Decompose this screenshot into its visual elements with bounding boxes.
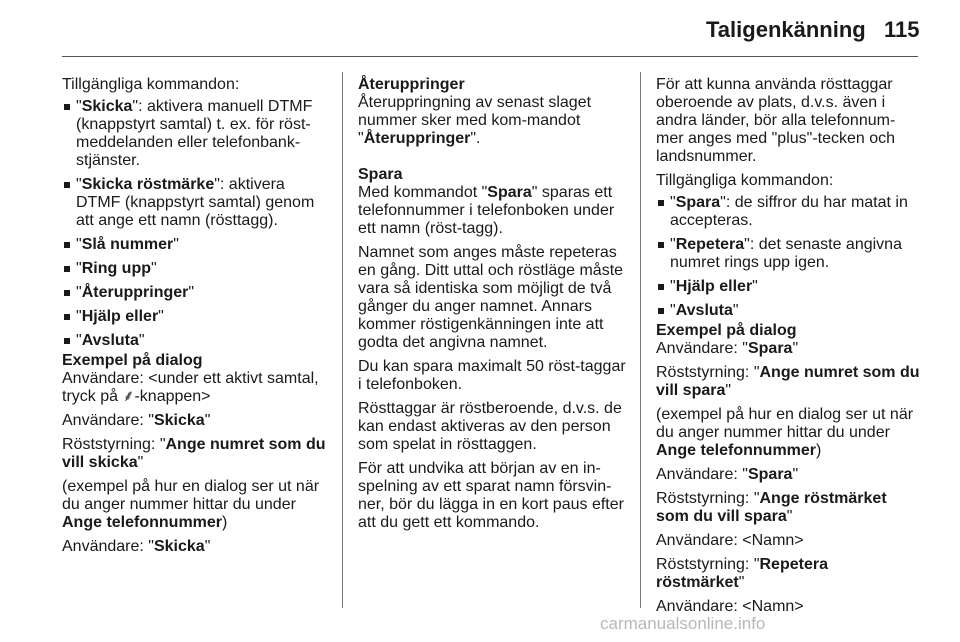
dialog-user-line: Användare: <Namn> bbox=[656, 532, 804, 549]
command-item: "Hjälp eller" bbox=[62, 308, 330, 326]
column-divider-2 bbox=[640, 72, 641, 608]
column-3 bbox=[656, 76, 920, 622]
command-name: Återuppringer bbox=[81, 284, 189, 301]
column-2 bbox=[358, 76, 628, 538]
command-desc: : det senaste angivna numret rings upp igen. bbox=[670, 236, 902, 271]
command-item: "Slå nummer" bbox=[62, 236, 330, 254]
command-name: Ring upp bbox=[81, 260, 151, 277]
column-divider-1 bbox=[342, 72, 343, 608]
paragraph: För att kunna använda rösttaggar oberoende av plats, d.v.s. även i andra länder, bör alla telefonnum-mer anges med "plus"-tecken och landsnummer. bbox=[656, 76, 896, 165]
dialog-voice-line: Röststyrning: "Repetera röstmärket" bbox=[656, 556, 828, 591]
command-name: Slå nummer bbox=[81, 236, 174, 253]
paragraph: Rösttaggar är röstberoende, d.v.s. de kan endast aktiveras av den person som spelat in rösttaggen. bbox=[358, 400, 622, 453]
dialog-user-line: Användare: "Skicka" bbox=[62, 412, 211, 429]
paragraph: Namnet som anges måste repeteras en gång. Ditt uttal och röstläge måste vara så identiska som möjligt de två gånger du anger namnet. Annars kommer röstigenkänningen inte att godta det angivna namnet. bbox=[358, 244, 624, 351]
watermark: carmanualsonline.info bbox=[600, 614, 766, 633]
section-heading-redial: Återuppringer bbox=[358, 76, 465, 93]
command-name: Avsluta bbox=[675, 302, 733, 319]
commands-list bbox=[656, 194, 920, 320]
column-1 bbox=[62, 76, 330, 562]
command-name: Avsluta bbox=[81, 332, 139, 349]
command-item: "Återuppringer" bbox=[62, 284, 330, 302]
dialog-user-line: Användare: <Namn> bbox=[656, 598, 804, 615]
commands-intro: Tillgängliga kommandon: bbox=[62, 76, 240, 93]
command-desc: : aktivera manuell DTMF (knappstyrt samtal) t. ex. för röst-meddelanden eller telefonbank-stjänster. bbox=[76, 98, 313, 169]
dialog-note: (exempel på hur en dialog ser ut när du anger nummer hittar du under Ange telefonnummer) bbox=[656, 406, 914, 459]
dialog-voice-line: Röststyrning: "Ange numret som du vill skicka" bbox=[62, 436, 326, 471]
commands-intro: Tillgängliga kommandon: bbox=[656, 172, 834, 189]
dialog-voice-line: Röststyrning: "Ange röstmärket som du vill spara" bbox=[656, 490, 887, 525]
example-heading: Exempel på dialog bbox=[656, 322, 797, 339]
page-number: 115 bbox=[884, 17, 920, 42]
command-item: "Avsluta" bbox=[656, 302, 920, 320]
command-item: "Skicka": aktivera manuell DTMF (knappstyrt samtal) t. ex. för röst-meddelanden eller telefonbank-stjänster. bbox=[62, 98, 330, 170]
dialog-note: (exempel på hur en dialog ser ut när du anger nummer hittar du under Ange telefonnummer) bbox=[62, 478, 320, 531]
command-item: "Skicka röstmärke": aktivera DTMF (knappstyrt samtal) genom att ange ett namn (rösttagg). bbox=[62, 176, 330, 230]
paragraph: Med kommandot "Spara" sparas ett telefonnummer i telefonboken under ett namn (röst-tagg). bbox=[358, 184, 615, 237]
example-heading: Exempel på dialog bbox=[62, 352, 203, 369]
commands-list bbox=[62, 98, 330, 350]
command-item: "Avsluta" bbox=[62, 332, 330, 350]
command-item: "Ring upp" bbox=[62, 260, 330, 278]
command-item: "Spara": de siffror du har matat in accepteras. bbox=[656, 194, 920, 230]
dialog-user-line: Användare: "Skicka" bbox=[62, 538, 211, 555]
command-item: "Repetera": det senaste angivna numret rings upp igen. bbox=[656, 236, 920, 272]
dialog-user-line: Användare: "Spara" bbox=[656, 340, 799, 357]
command-item: "Hjälp eller" bbox=[656, 278, 920, 296]
command-name: Hjälp eller bbox=[675, 278, 753, 295]
command-name: Skicka röstmärke bbox=[81, 176, 215, 193]
paragraph: Återuppringning av senast slaget nummer sker med kom-mandot "Återuppringer". bbox=[358, 94, 592, 147]
page-header-title: Taligenkänning bbox=[706, 17, 866, 42]
paragraph: För att undvika att början av en in-spelning av ett sparat namn försvin-ner, bör du lägga in en kort paus efter att du gett ett kommando. bbox=[358, 460, 624, 531]
command-name: Skicka bbox=[81, 98, 133, 115]
header-rule bbox=[62, 56, 918, 57]
dialog-user-line: Användare: "Spara" bbox=[656, 466, 799, 483]
command-desc: : de siffror du har matat in accepteras. bbox=[670, 194, 908, 229]
command-desc: : aktivera DTMF (knappstyrt samtal) genom att ange ett namn (rösttagg). bbox=[76, 176, 315, 229]
command-name: Repetera bbox=[675, 236, 745, 253]
paragraph: Du kan spara maximalt 50 röst-taggar i telefonboken. bbox=[358, 358, 626, 393]
dialog-user-line: Användare: <under ett aktivt samtal, tryck på ⸙-knappen> bbox=[62, 370, 319, 405]
command-name: Spara bbox=[675, 194, 721, 211]
dialog-voice-line: Röststyrning: "Ange numret som du vill spara" bbox=[656, 364, 920, 399]
section-heading-save: Spara bbox=[358, 166, 403, 183]
command-name: Hjälp eller bbox=[81, 308, 159, 325]
